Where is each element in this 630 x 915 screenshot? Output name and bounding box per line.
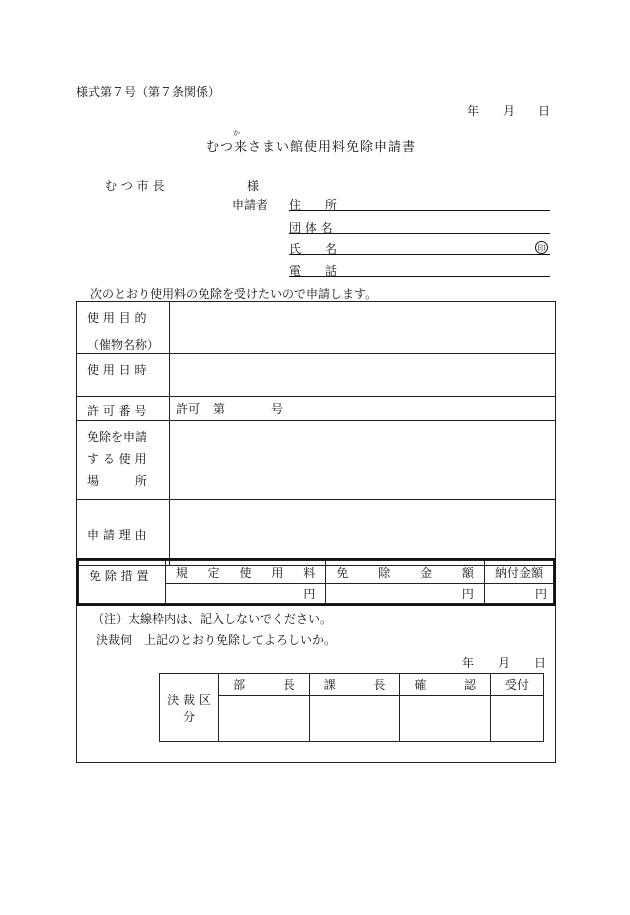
permit-dai: 第 [213,402,226,416]
header-confirmation [414,676,476,693]
glyph: 受 [504,678,517,692]
place-label-line2: す る 使 用 [87,452,147,466]
datetime-label: 使 用 日 時 [87,363,147,377]
reason-field[interactable] [170,500,556,566]
permit-number-label: 許 可 番 号 [87,404,147,418]
group-name-field[interactable] [289,233,550,234]
glyph: 部 [233,678,246,692]
purpose-label: 使 用 目 的 [87,311,147,325]
decision-table [159,673,544,742]
date-month: 月 [503,104,516,118]
exemption-label: 免 除 措 置 [89,569,149,583]
glyph: 使 [239,565,252,580]
addressee: む つ 市 長 [105,179,165,193]
glyph: 金 [420,565,433,580]
glyph: 付 [506,565,519,580]
group-name-label: 団 体 名 [289,221,333,235]
reception-stamp-box[interactable] [490,696,543,742]
regular-fee-field[interactable] [165,584,326,604]
place-field[interactable] [170,421,556,500]
glyph: 長 [282,678,295,692]
decision-date-year: 年 [462,656,475,670]
yen-unit: 円 [461,587,474,601]
yen-unit: 円 [534,587,547,601]
place-label-line3: 場 所 [87,474,148,488]
decision-category-label: 決 裁 区 分 [167,692,211,724]
glyph: 納 [494,565,507,580]
exempt-amount-field[interactable] [326,584,485,604]
glyph: 免 [336,565,349,580]
exemption-box [76,558,556,606]
applicant-label: 申請者 [232,198,269,212]
purpose-sub-label: （催物名称） [87,338,160,352]
permit-row [77,397,556,421]
header-exempt-amount [336,564,474,581]
name-label: 氏 名 [289,242,338,256]
intro-text: 次のとおり使用料の免除を受けたいので申請します。 [90,287,378,301]
application-table [76,301,556,566]
glyph: 額 [530,565,543,580]
phone-field[interactable] [289,276,550,277]
seal-mark: 印 [535,241,548,254]
decision-date-day: 日 [534,656,547,670]
exemption-table [78,560,554,604]
glyph: 定 [207,565,220,580]
place-label-line1: 免除を申請 [87,430,148,444]
datetime-field[interactable] [170,354,556,397]
section-chief-stamp-box[interactable] [309,696,400,742]
header-payment-amount [495,564,543,581]
form-number: 様式第７号（第７条関係） [76,85,221,99]
date-day: 日 [538,104,551,118]
header-department-head [233,676,295,693]
decision-date-month: 月 [498,656,511,670]
confirmation-stamp-box[interactable] [400,696,491,742]
glyph: 付 [516,678,529,692]
address-field[interactable] [289,210,550,211]
purpose-field[interactable] [170,302,556,354]
glyph: 課 [323,678,336,692]
glyph: 額 [461,565,474,580]
header-section-chief [324,676,386,693]
phone-label: 電 話 [289,264,338,278]
glyph: 規 [175,565,188,580]
place-row [77,421,556,500]
datetime-row [77,354,556,397]
permit-number-field[interactable] [170,397,556,421]
header-reception [505,676,529,693]
glyph: 除 [378,565,391,580]
glyph: 金 [518,565,531,580]
date-year: 年 [467,104,480,118]
header-regular-fee [176,564,316,581]
decision-text: 決裁伺 上記のとおり免除してよろしいか。 [96,633,337,647]
permit-go: 号 [271,402,284,416]
glyph: 認 [463,678,476,692]
permit-prefix: 許可 [176,402,201,416]
purpose-row [77,302,556,354]
yen-unit: 円 [303,587,316,601]
glyph: 用 [271,565,284,580]
title-ruby: か [233,129,240,137]
payment-amount-field[interactable] [484,584,553,604]
reason-row [77,500,556,566]
glyph: 長 [373,678,386,692]
glyph: 確 [414,678,427,692]
department-head-stamp-box[interactable] [219,696,310,742]
page-title: むつ来さまい館使用料免除申請書 [206,140,417,155]
address-label: 住 所 [289,198,338,212]
reason-label: 申 請 理 由 [87,528,147,542]
honorific: 様 [247,179,260,193]
name-field[interactable] [289,254,550,255]
glyph: 料 [303,565,316,580]
note-text: （注）太線枠内は、記入しないでください。 [92,612,333,626]
